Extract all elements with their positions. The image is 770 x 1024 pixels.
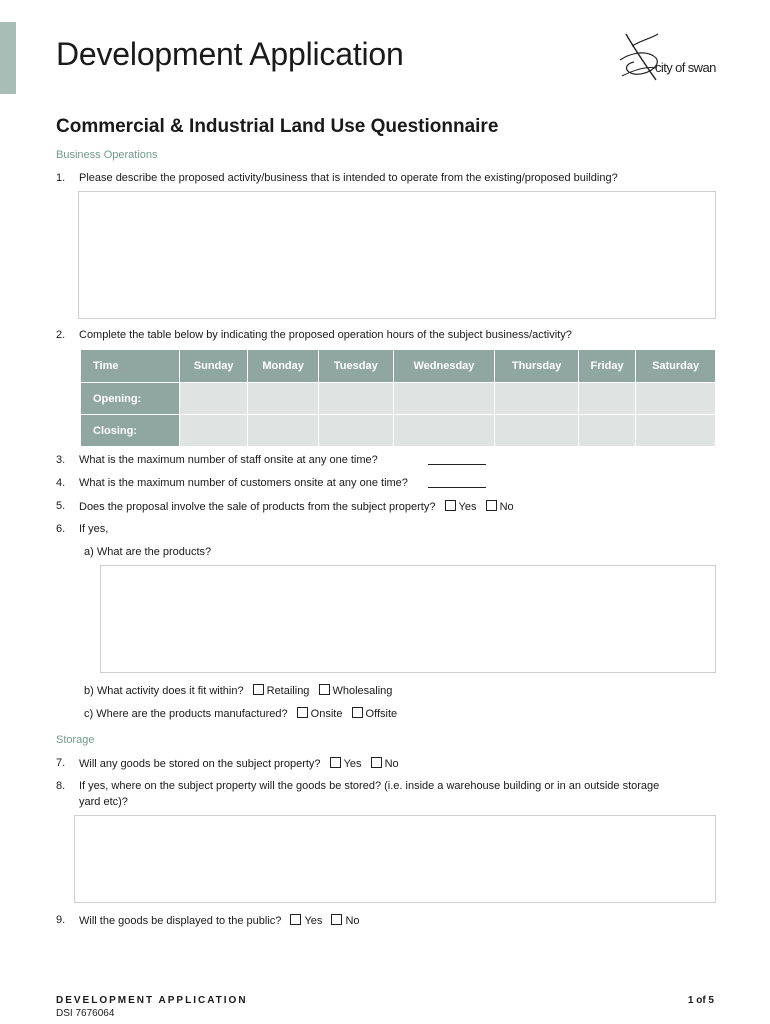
question-8-text-line1: If yes, where on the subject property will the goods be stored? (i.e. inside a warehouse building or in an outside storage [79,780,660,792]
question-7-row [79,757,399,770]
display-no-checkbox[interactable] [331,914,342,925]
opening-friday-cell[interactable] [578,383,635,415]
display-yes-checkbox[interactable] [290,914,301,925]
checkbox-label-wholesaling: Wholesaling [332,685,393,697]
opening-thursday-cell[interactable] [495,383,579,415]
question-5-text: Does the proposal involve the sale of products from the subject property? [79,501,436,513]
question-number: 9. [56,914,66,926]
checkbox-label-yes: Yes [458,501,477,513]
question-6b-text: b) What activity does it fit within? [84,685,244,697]
closing-friday-cell[interactable] [578,415,635,447]
logo-text: city of swan [655,60,716,75]
sale-yes-checkbox[interactable] [445,500,456,511]
footer-document-code: DSI 7676064 [56,1008,115,1019]
question-number: 1. [56,172,66,184]
question-6c-row [84,707,397,720]
row-label-closing: Closing: [81,415,180,447]
storage-no-checkbox[interactable] [371,757,382,768]
section-heading-storage: Storage [56,734,95,746]
opening-tuesday-cell[interactable] [319,383,394,415]
wholesaling-checkbox[interactable] [319,684,330,695]
offsite-checkbox[interactable] [352,707,363,718]
checkbox-label-no: No [384,758,399,770]
question-4-text: What is the maximum number of customers onsite at any one time? [79,477,408,489]
checkbox-label-yes: Yes [304,915,323,927]
table-row-opening [81,383,716,415]
sale-no-checkbox[interactable] [486,500,497,511]
question-number: 3. [56,454,66,466]
closing-wednesday-cell[interactable] [393,415,495,447]
question-number: 8. [56,780,66,792]
opening-saturday-cell[interactable] [636,383,716,415]
table-header-row [81,350,716,383]
checkbox-label-retailing: Retailing [266,685,310,697]
side-tab-decoration [0,22,16,94]
question-9-text: Will the goods be displayed to the public? [79,915,282,927]
question-8-text-line2: yard etc)? [79,796,128,808]
question-6-text: If yes, [79,523,109,535]
table-header-wednesday: Wednesday [393,350,495,383]
storage-location-answer-field[interactable] [74,815,716,903]
form-subtitle: Commercial & Industrial Land Use Questionnaire [56,116,499,137]
question-number: 6. [56,523,66,535]
closing-monday-cell[interactable] [248,415,319,447]
closing-tuesday-cell[interactable] [319,415,394,447]
question-5-row [79,500,514,513]
question-1-answer-field[interactable] [78,191,716,319]
question-1-text: Please describe the proposed activity/business that is intended to operate from the existing/proposed building? [79,172,618,184]
question-2-text: Complete the table below by indicating the proposed operation hours of the subject business/activity? [79,329,572,341]
opening-wednesday-cell[interactable] [393,383,495,415]
table-header-saturday: Saturday [636,350,716,383]
table-row-closing [81,415,716,447]
question-7-text: Will any goods be stored on the subject property? [79,758,321,770]
question-6a-text: a) What are the products? [84,546,212,558]
question-6b-row [84,684,392,697]
onsite-checkbox[interactable] [297,707,308,718]
question-9-row [79,914,360,927]
table-header-monday: Monday [248,350,319,383]
table-header-sunday: Sunday [180,350,248,383]
table-header-friday: Friday [578,350,635,383]
table-header-thursday: Thursday [495,350,579,383]
checkbox-label-offsite: Offsite [365,708,398,720]
section-heading-business: Business Operations [56,149,158,161]
opening-sunday-cell[interactable] [180,383,248,415]
closing-sunday-cell[interactable] [180,415,248,447]
staff-count-field[interactable] [428,455,486,465]
closing-saturday-cell[interactable] [636,415,716,447]
question-number: 4. [56,477,66,489]
checkbox-label-no: No [345,915,360,927]
checkbox-label-no: No [499,501,514,513]
customer-count-field[interactable] [428,478,486,488]
products-answer-field[interactable] [100,565,716,673]
question-number: 5. [56,500,66,512]
city-of-swan-logo-icon [612,30,722,86]
page-title: Development Application [56,36,404,72]
table-header-time: Time [81,350,180,383]
opening-monday-cell[interactable] [248,383,319,415]
row-label-opening: Opening: [81,383,180,415]
operation-hours-table [80,349,716,447]
storage-yes-checkbox[interactable] [330,757,341,768]
closing-thursday-cell[interactable] [495,415,579,447]
question-6c-text: c) Where are the products manufactured? [84,708,288,720]
checkbox-label-onsite: Onsite [310,708,343,720]
retailing-checkbox[interactable] [253,684,264,695]
question-number: 2. [56,329,66,341]
footer-page-number: 1 of 5 [687,995,714,1006]
checkbox-label-yes: Yes [343,758,362,770]
question-number: 7. [56,757,66,769]
footer-title: DEVELOPMENT APPLICATION [56,995,248,1006]
table-header-tuesday: Tuesday [319,350,394,383]
question-3-text: What is the maximum number of staff onsite at any one time? [79,454,378,466]
